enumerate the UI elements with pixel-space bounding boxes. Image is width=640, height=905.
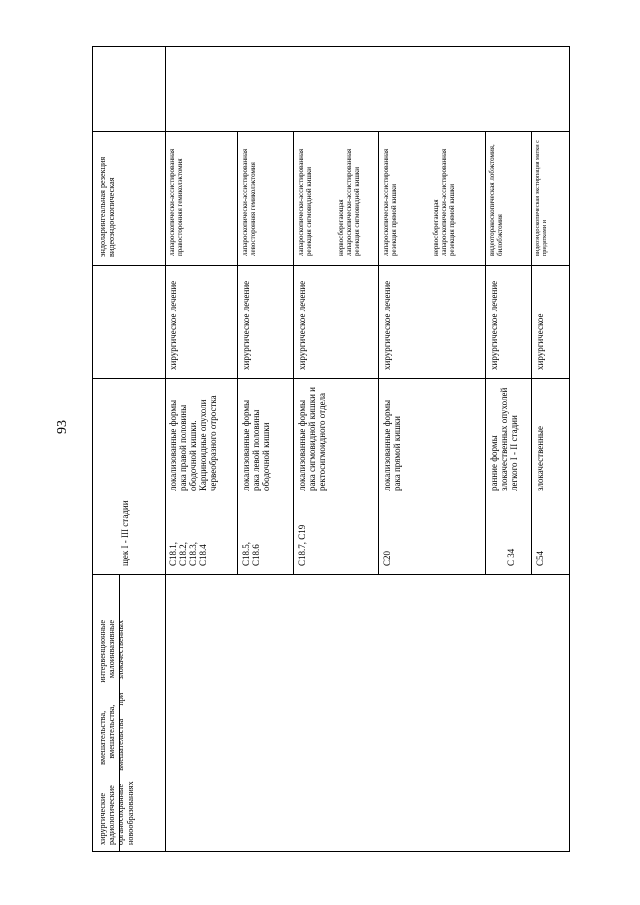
- row-divider: [378, 131, 379, 575]
- code-cell: C20: [382, 550, 392, 566]
- row-divider: [165, 574, 166, 852]
- row-divider: [531, 131, 532, 575]
- code-cell: C18.5, C18.6: [241, 541, 262, 566]
- treatment-cell: хирургическое лечение: [168, 280, 178, 370]
- treatment-cell: хирургическое лечение: [489, 280, 499, 370]
- diagnosis-cell: злокачественные: [535, 426, 545, 491]
- diagnosis-cell: локализованные формы рака левой половины ободочной кишки: [241, 399, 272, 491]
- row-divider: [237, 131, 238, 575]
- row-divider: [485, 131, 486, 575]
- diagnosis-cell: локализованные формы рака правой половины ободочной кишки. Карциноидные опухоли червеобразного отростка: [168, 395, 219, 491]
- row-divider: [293, 131, 294, 575]
- col-divider: [92, 265, 570, 266]
- treatment-cell: хирургическое лечение: [297, 280, 307, 370]
- code-cell: C18.7, C19: [297, 524, 307, 566]
- method-text: видеоторакоскопическая лобэктомия, билобэктомия: [488, 144, 504, 256]
- stage-text: щек I - III стадии: [120, 500, 130, 566]
- method-text: нервосберегающая лапароскопически-ассистированная резекция сигмовидной кишки: [337, 148, 361, 256]
- treatment-cell: хирургическое: [535, 313, 545, 370]
- method-text: видеоэндоскопическая экстирпация матки с придатками и: [534, 140, 548, 256]
- diagnosis-cell: локализованные формы рака прямой кишки: [382, 399, 403, 491]
- method-text-header: эндоларингеальная резекция видеоэндоскопическая: [98, 156, 117, 257]
- diagnosis-cell: локализованные формы рака сигмовидной кишки и ректосигмоидного отдела: [297, 387, 328, 491]
- col-divider: [92, 131, 570, 132]
- page-number: 93: [55, 420, 70, 434]
- method-text: лапароскопически-ассистированная левосторонняя гемиколэктомия: [241, 148, 257, 256]
- group-label: хирургические вмешательства, интервенционные радиологические вмешательства, малоинвазивные органосохранные вмешательства при злокачественных новообразованиях: [98, 620, 135, 845]
- method-text: лапароскопически-ассистированная резекция сигмовидной кишки: [297, 148, 313, 256]
- method-text: лапароскопически-ассистированная правосторонняя гемиколэктомия: [168, 148, 184, 256]
- diagnosis-cell: ранние формы злокачественных опухолей легкого I - II стадии: [489, 387, 520, 491]
- method-text: нервосберегающая лапароскопически-ассистированная резекция прямой кишки: [432, 148, 456, 256]
- method-text: лапароскопически-ассистированная резекция прямой кишки: [382, 148, 398, 256]
- code-cell: C54: [535, 550, 545, 566]
- code-cell: C18.1, C18.2, C18.3, C18.4: [168, 541, 209, 566]
- col-divider: [92, 574, 570, 575]
- col-divider: [92, 378, 570, 379]
- code-cell: C 34: [506, 548, 516, 566]
- treatment-cell: хирургическое лечение: [382, 280, 392, 370]
- treatment-cell: хирургическое лечение: [241, 280, 251, 370]
